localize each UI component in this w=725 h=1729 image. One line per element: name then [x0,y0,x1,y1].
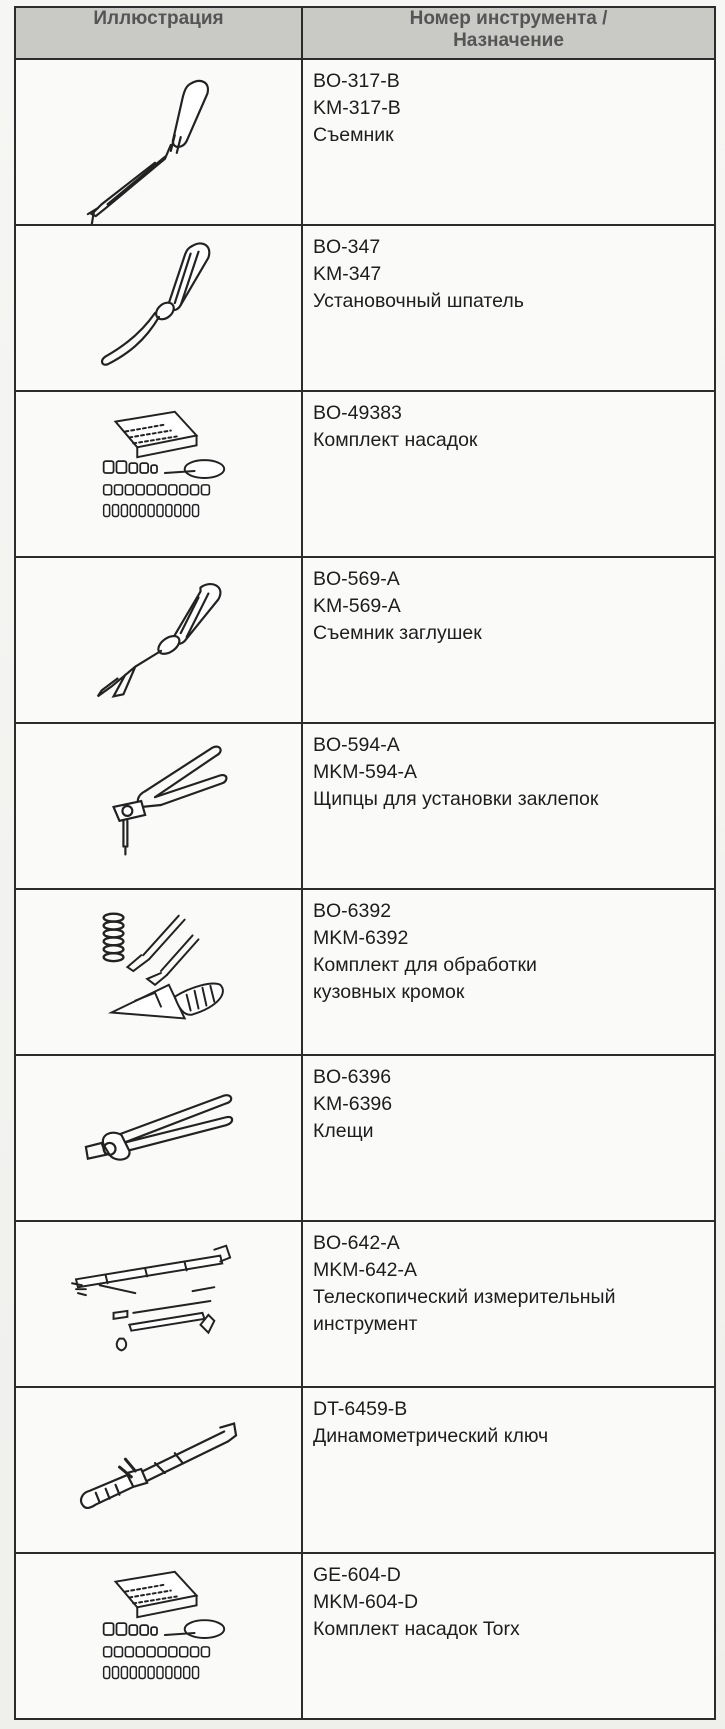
table-row [15,225,715,391]
tool-code: DT-6459-B [313,1398,408,1420]
tool-code: BO-594-A [313,734,400,756]
tool-purpose: Щипцы для установки заклепок [313,788,599,810]
description-cell [302,557,715,723]
rivet-pliers-icon [16,724,301,888]
tool-purpose: Установочный шпатель [313,290,524,312]
pincers-icon [16,1056,301,1220]
tool-code: BO-49383 [313,402,402,424]
illustration-cell [15,723,302,889]
tool-purpose: Комплект для обработки [313,954,537,976]
description-cell [302,1387,715,1553]
tool-code: MKM-642-A [313,1259,418,1281]
tool-purpose: инструмент [313,1313,418,1335]
table-row [15,391,715,557]
table-row [15,723,715,889]
description-cell [302,59,715,225]
telescopic-gauge-icon [16,1222,301,1386]
table-row [15,557,715,723]
description-cell [302,1055,715,1221]
tool-code: MKM-594-A [313,761,418,783]
tool-table [14,6,716,1720]
tool-code: BO-569-A [313,568,400,590]
tool-code: MKM-6392 [313,927,409,949]
tool-code: BO-6392 [313,900,392,922]
tool-purpose: Съемник заглушек [313,622,482,644]
header-tool-number [302,7,715,59]
tool-purpose: Динамометрический ключ [313,1425,549,1447]
tool-purpose: Телескопический измерительный [313,1286,616,1308]
tool-purpose: Комплект насадок [313,429,478,451]
header-tool-number-line2: Назначение [453,30,564,51]
torque-wrench-icon [16,1388,301,1552]
tool-code: BO-642-A [313,1232,400,1254]
table-row [15,59,715,225]
illustration-cell [15,1221,302,1387]
header-illustration: Иллюстрация [15,7,302,59]
description-cell [302,1553,715,1719]
tool-code: BO-6396 [313,1066,392,1088]
tool-code: MKM-604-D [313,1591,419,1613]
tool-code: GE-604-D [313,1564,401,1586]
tool-purpose: Клещи [313,1120,374,1142]
table-header-row [15,7,715,59]
edge-kit-icon [16,890,301,1054]
description-cell [302,391,715,557]
table-row [15,889,715,1055]
illustration-cell [15,225,302,391]
illustration-cell [15,1055,302,1221]
tool-purpose: Комплект насадок Torx [313,1618,520,1640]
illustration-cell [15,889,302,1055]
torx-bit-set-icon [16,1554,301,1718]
tool-purpose: кузовных кромок [313,981,465,1003]
tool-code: BO-317-B [313,70,400,92]
tool-code: KM-569-A [313,595,401,617]
illustration-cell [15,1553,302,1719]
table-row [15,1387,715,1553]
tool-purpose: Съемник [313,124,394,146]
illustration-cell [15,59,302,225]
description-cell [302,889,715,1055]
illustration-cell [15,391,302,557]
illustration-cell [15,1387,302,1553]
description-cell [302,225,715,391]
illustration-cell [15,557,302,723]
spatula-tool-icon [16,226,301,390]
description-cell [302,1221,715,1387]
table-row [15,1553,715,1719]
tool-code: KM-347 [313,263,382,285]
tool-code: BO-347 [313,236,381,258]
tool-code: KM-6396 [313,1093,393,1115]
tool-code: KM-317-B [313,97,401,119]
table-row [15,1221,715,1387]
header-tool-number-line1: Номер инструмента / [409,8,608,29]
remover-tool-icon [16,60,301,224]
table-row [15,1055,715,1221]
bit-set-icon [16,392,301,556]
plug-remover-icon [16,558,301,722]
description-cell [302,723,715,889]
